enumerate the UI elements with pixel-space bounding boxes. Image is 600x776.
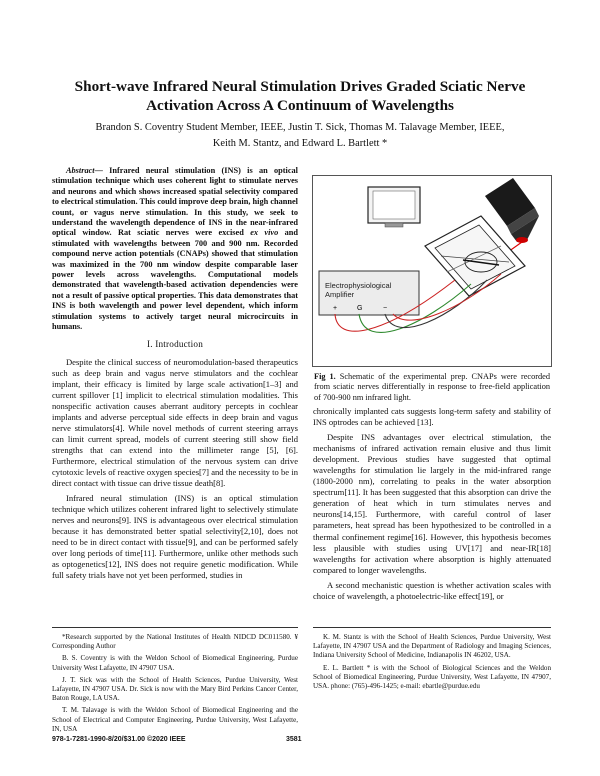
ground-terminal-label: G — [357, 305, 363, 312]
footnotes-right — [313, 633, 551, 694]
footnote-right-1: K. M. Stantz is with the School of Health Sciences, Purdue University, West Lafayette, IN 47907 USA and the Department of Radiology and Imaging Sciences, Indiana University School of Medicine, Indianapolis IN 46202, USA. — [313, 633, 551, 660]
minus-terminal-label: − — [383, 305, 388, 312]
right-column — [313, 406, 551, 606]
abstract-label: Abstract— — [66, 166, 103, 175]
abstract-text-1: Infrared neural stimulation (INS) is an optical stimulation technique which uses coherent light to stimulate nerves and neurons and which shows increased spatial selectivity compared to electrical stimulation. This could improve deep brain, high channel count, or vagus nerve stimulation. In this study, we seek to understand the wavelength dependence of INS in the near-infrared optical window. Rat sciatic nerves were excised — [52, 166, 298, 238]
page-number: 3581 — [286, 736, 302, 743]
caption-label: Fig 1. — [314, 372, 336, 381]
footnote-divider-left — [52, 627, 298, 628]
author-list — [40, 120, 560, 152]
paper-title: Short-wave Infrared Neural Stimulation Drives Graded Sciatic Nerve Activation Across A Continuum of Wavelengths — [74, 78, 526, 114]
amplifier-label-1: Electrophysiological — [325, 281, 392, 290]
copyright-footer: 978-1-7281-1990-8/20/$31.00 ©2020 IEEE — [52, 736, 186, 743]
footnote-left-3: J. T. Sick was with the School of Health Sciences, Purdue University, West Lafayette, IN 47907 USA. Dr. Sick is now with the Mary Bird Perkins Cancer Center, Baton Rouge, LA USA. — [52, 675, 298, 703]
amplifier-label-2: Amplifier — [325, 290, 355, 299]
abstract — [52, 166, 298, 333]
footnote-left-4: T. M. Talavage is with the Weldon School of Biomedical Engineering and the School of Electrical and Computer Engineering, Purdue University, West Lafayette, IN, USA — [52, 706, 298, 733]
intro-paragraph-1: Despite the clinical success of neuromodulation-based therapeutics such as deep brain and vagus nerve stimulators and the cochlear implant, their efficacy is limited by large scale activation[1–3] and current spillover [1] implicit to electrical stimulation modalities. This nonspecific activation causes aberrant auditory percepts in cochlear implants and adverse perceptual side effects in deep brain and vagus nerve stimulators[4]. While novel methods of current steering arrays can limit current spread, models of current steering still show field strengths that can extend into the millimeter range [5], [6]. Furthermore, electrical stimulation of the nervous system can drive cytotoxic levels of reactive oxygen species[7] and the necessity to be in direct contact with tissue can drive tissue death[8]. — [52, 356, 298, 489]
author-line-1: Brandon S. Coventry Student Member, IEEE, Justin T. Sick, Thomas M. Talavage Member, IEEE, — [95, 122, 505, 133]
intro-paragraph-2: Infrared neural stimulation (INS) is an optical stimulation technique which utilizes coherent infrared light to selectively stimulate nerves and neurons[9]. INS is advantageous over electrical stimulation because it has demonstrated better spatial selectivity[2,10], does not need to be in direct contact with tissue[9], and can be performed safely over long periods of time[11]. Furthermore, unlike other methods such as optogenetics[12], INS does not require genetic modification. While full safety trials have not yet been performed, studies in — [52, 493, 298, 581]
right-paragraph-0: chronically implanted cats suggests long-term safety and stability of INS optrodes can be achieved [13]. — [313, 406, 551, 428]
experiment-schematic — [313, 176, 551, 366]
figure-1-schematic — [312, 175, 552, 367]
footnote-left-1: *Research supported by the National Institutes of Health NIDCD DC011580. ¥ Corresponding Author — [52, 633, 298, 651]
caption-text: Schematic of the experimental prep. CNAPs were recorded from sciatic nerves differentially in response to free-field application of 700-900 nm infrared light. — [314, 372, 550, 402]
section-heading: I. Introduction — [146, 338, 204, 349]
footnote-left-2: B. S. Coventry is with the Weldon School of Biomedical Engineering, Purdue University West Lafayette, IN 47907 USA. — [52, 654, 298, 672]
figure-caption — [314, 372, 550, 403]
left-column — [52, 166, 298, 585]
footnote-divider-right — [313, 627, 551, 628]
author-line-2: Keith M. Stantz, and Edward L. Bartlett * — [212, 138, 388, 149]
right-paragraph-1: Despite INS advantages over electrical stimulation, the mechanisms of infrared activation remain elusive and thus limit development. Previous studies have suggested that optimal wavelengths for stimulation lie largely in the mid-infrared range (1800-2000 nm), correlating to peaks in the water absorption spectrum[11]. It has been suggested that this absorption can drive the generation of heat which in turn stimulates nerves and neurons[14,15]. Furthermore, with careful control of laser parameters, heat spread has been hypothesized to be controlled in a thermal confinement regime[16]. However, this hypothesis becomes less plausible with studies using UV[17] and near-IR[18] wavelengths for activation where absorption is highly attenuated compared to longer wavelengths. — [313, 432, 551, 575]
footnotes-left — [52, 633, 298, 737]
plus-terminal-label: + — [333, 305, 338, 312]
abstract-text-2: and stimulated with wavelengths between 700 and 900 nm. Recorded compound nerve action potentials (CNAPs) showed that stimulation was maximized in the 700 nm window despite comparable laser power levels across wavelengths. Computational models demonstrated that wavelength-based activation dependencies were not a result of passive optical properties. This data demonstrates that INS is both wavelength and power level dependent, which inform stimulation systems to actively target neural microcircuits in humans. — [52, 228, 298, 332]
footnote-right-2: E. L. Bartlett * is with the School of Biological Sciences and the Weldon School of Biomedical Engineering, Purdue University, West Lafayette, IN 47907, USA. phone: (765)-496-1425; e-mail: ebartle@purdue.edu — [313, 663, 551, 691]
right-paragraph-2: A second mechanistic question is whether activation scales with choice of wavelength, a photoelectric-like effect[19], or — [313, 579, 551, 601]
abstract-italic: ex vivo — [250, 228, 279, 238]
